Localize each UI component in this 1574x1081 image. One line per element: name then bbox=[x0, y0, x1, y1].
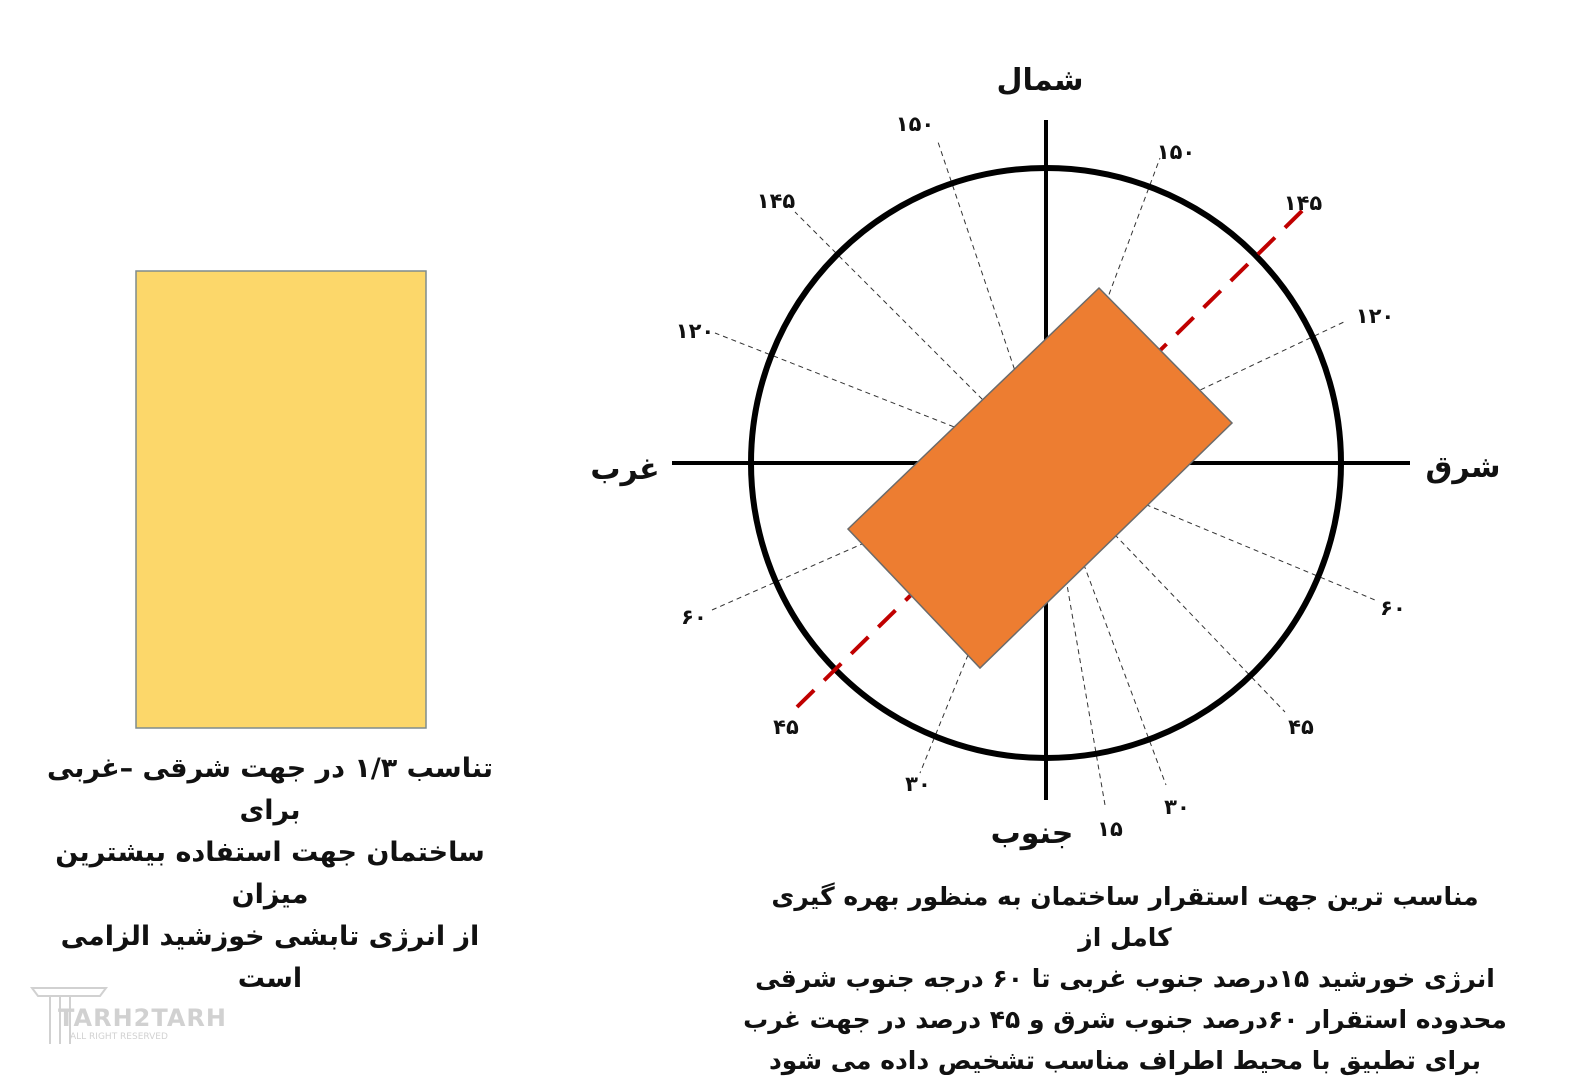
orientation-caption-line1: مناسب ترین جهت استقرار ساختمان به منظور بهره گیری کامل از bbox=[771, 882, 1479, 952]
orientation-caption bbox=[740, 876, 1510, 1081]
angle-label-lower-right-45: ۴۵ bbox=[1288, 715, 1314, 739]
orientation-caption-line2: انرژی خورشید ۱۵درصد جنوب غربی تا ۶۰ درجه جنوب شرقی bbox=[755, 964, 1495, 993]
angle-label-upper-right-150: ۱۵۰ bbox=[1156, 140, 1196, 164]
angle-label-bottom-15: ۱۵ bbox=[1097, 817, 1123, 841]
ratio-caption-line2: ساختمان جهت استفاده بیشترین میزان bbox=[55, 837, 485, 910]
angle-label-upper-left-145: ۱۴۵ bbox=[756, 189, 796, 213]
angle-label-lower-left-30: ۳۰ bbox=[905, 772, 931, 796]
watermark-brand: TARH2TARH bbox=[58, 1004, 227, 1032]
watermark-logo bbox=[30, 982, 240, 1052]
angle-label-right-120: ۱۲۰ bbox=[1355, 304, 1395, 328]
angle-label-left-60: ۶۰ bbox=[681, 605, 707, 629]
ratio-caption-line1: تناسب ۱/۳ در جهت شرقی –غربی برای bbox=[46, 753, 494, 826]
angle-label-upper-right-145: ۱۴۵ bbox=[1283, 191, 1323, 215]
angle-label-lower-right-30: ۳۰ bbox=[1164, 795, 1190, 819]
angle-label-right-60: ۶۰ bbox=[1380, 596, 1406, 620]
ratio-caption bbox=[40, 748, 500, 1000]
label-west: غرب bbox=[590, 452, 660, 487]
angle-label-left-120: ۱۲۰ bbox=[675, 319, 715, 343]
angle-label-lower-left-45: ۴۵ bbox=[773, 715, 799, 739]
angle-label-upper-left-150: ۱۵۰ bbox=[895, 112, 935, 136]
watermark-subtitle: ALL RIGHT RESERVED bbox=[70, 1032, 168, 1042]
label-north: شمال bbox=[996, 63, 1084, 98]
ratio-rectangle bbox=[136, 271, 426, 728]
label-south: جنوب bbox=[990, 816, 1074, 851]
label-east: شرق bbox=[1425, 450, 1501, 485]
orientation-caption-line4: برای تطبیق با محیط اطراف مناسب تشخیص داده می شود bbox=[768, 1046, 1482, 1075]
building-footprint bbox=[848, 288, 1232, 668]
ratio-caption-line3: از انرژی تابشی خوزشید الزامی است bbox=[60, 921, 480, 994]
orientation-caption-line3: محدوده استقرار ۶۰درصد جنوب شرق و ۴۵ درصد در جهت غرب bbox=[743, 1005, 1507, 1034]
